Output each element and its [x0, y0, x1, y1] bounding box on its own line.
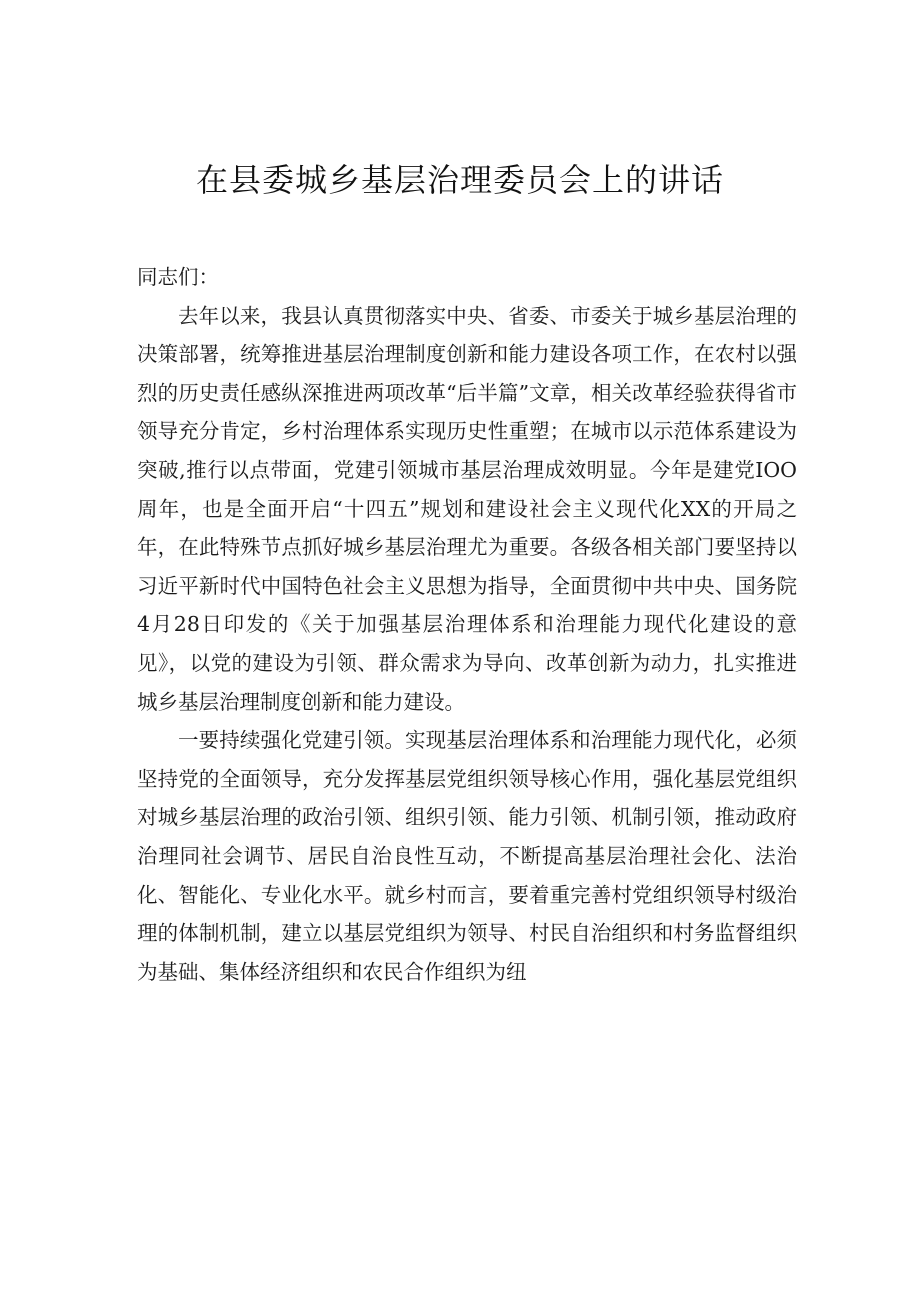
paragraph-point-one: 一要持续强化党建引领。实现基层治理体系和治理能力现代化，必须坚持党的全面领导，充分发挥基层党组织领导核心作用，强化基层党组织对城乡基层治理的政治引领、组织引领、能力引领、机制引领，推动政府治理同社会调节、居民自治良性互动，不断提高基层治理社会化、法治化、智能化、专业化水平。就乡村而言，要着重完善村党组织领导村级治理的体制机制，建立以基层党组织为领导、村民自治组织和村务监督组织为基础、集体经济组织和农民合作组织为纽: [137, 728, 797, 984]
salutation: 同志们：: [137, 265, 219, 289]
document-body: [137, 258, 797, 991]
paragraph-intro: 去年以来，我县认真贯彻落实中央、省委、市委关于城乡基层治理的决策部署，统筹推进基层治理制度创新和能力建设各项工作，在农村以强烈的历史责任感纵深推进两项改革“后半篇”文章，相关改革经验获得省市领导充分肯定，乡村治理体系实现历史性重塑；在城市以示范体系建设为突破,推行以点带面，党建引领城市基层治理成效明显。今年是建党IOO周年，也是全面开启“十四五”规划和建设社会主义现代化XX的开局之年，在此特殊节点抓好城乡基层治理尤为重要。各级各相关部门要坚持以习近平新时代中国特色社会主义思想为指导，全面贯彻中共中央、国务院4月28日印发的《关于加强基层治理体系和治理能力现代化建设的意见》，以党的建设为引领、群众需求为导向、改革创新为动力，扎实推进城乡基层治理制度创新和能力建设。: [137, 303, 797, 714]
document-title: 在县委城乡基层治理委员会上的讲话: [195, 161, 724, 199]
